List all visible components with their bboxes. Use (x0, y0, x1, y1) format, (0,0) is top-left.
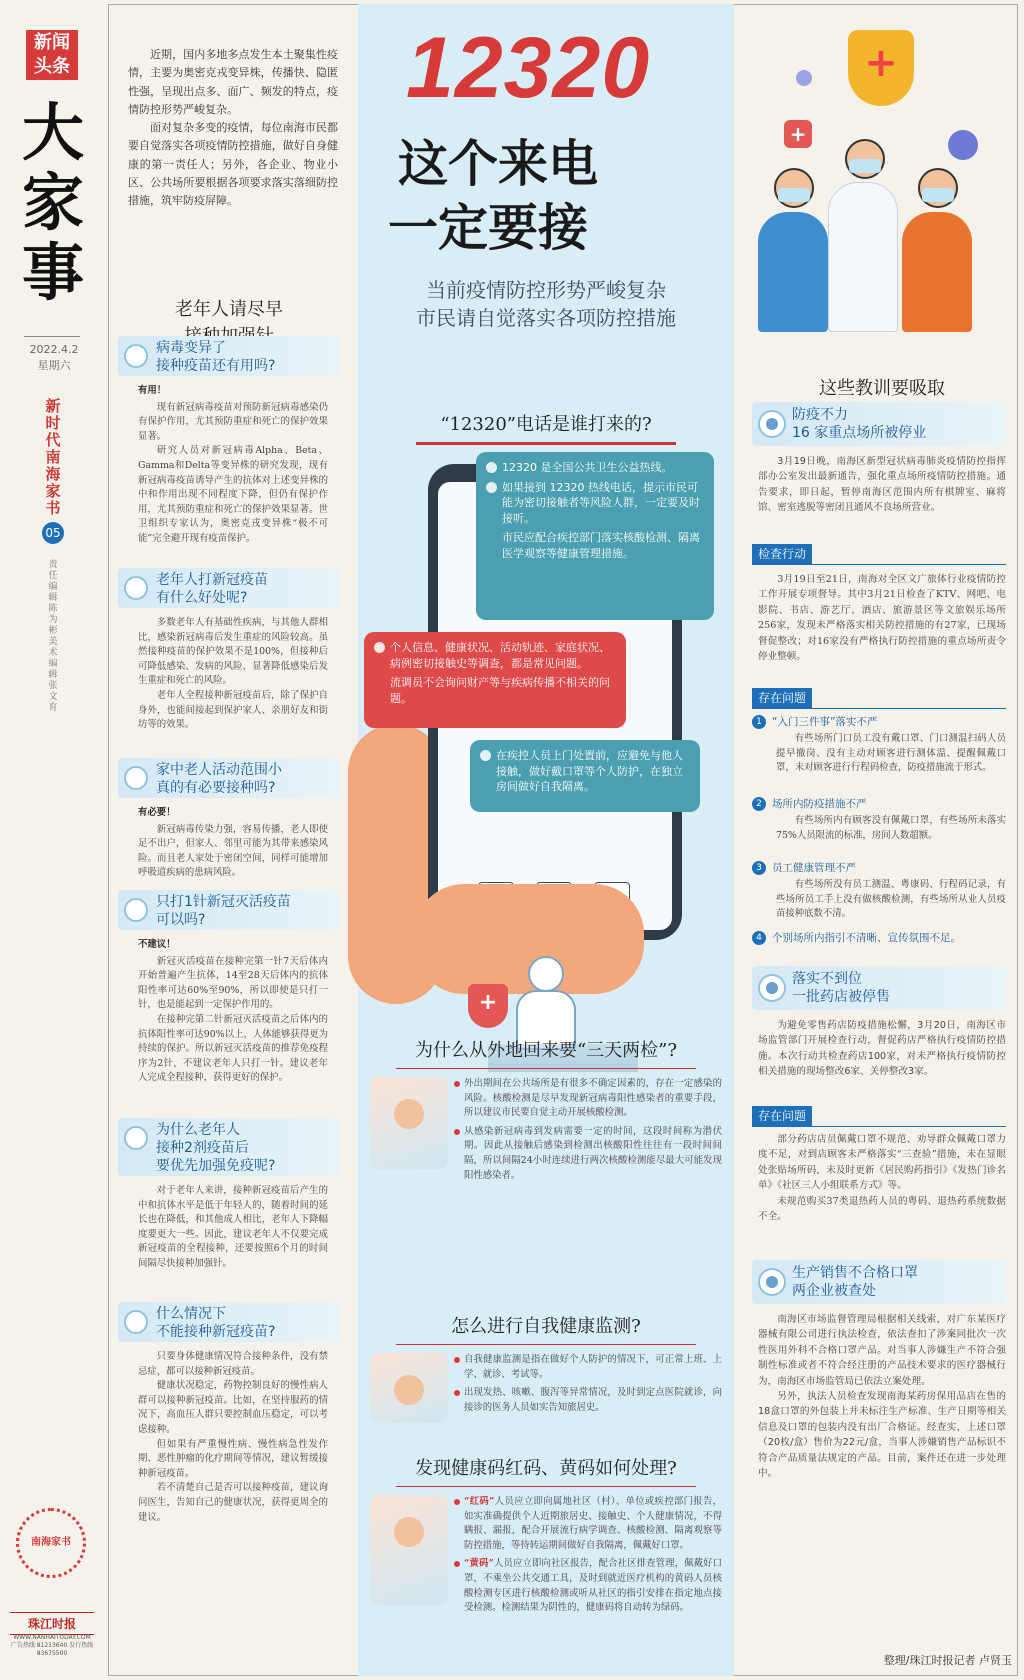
problem-number: 2 (752, 797, 766, 811)
bubble-text: 在疾控人员上门处置前，应避免与他人接触，做好戴口罩等个人防护，在独立房间做好自我隔离。 (496, 749, 683, 793)
answer-para: 现有新冠病毒疫苗对预防新冠病毒感染仍有保护作用，尤其预防重症和死亡的保护效果显著。 (138, 401, 328, 442)
question-icon (124, 898, 148, 922)
health-code-phone-icon (370, 1495, 448, 1605)
case-title-line: 生产销售不合格口罩 (792, 1265, 918, 1281)
qa-question (118, 758, 340, 798)
case-title-line: 16 家重点场所被停业 (792, 425, 927, 441)
label-rule (752, 708, 1006, 709)
section-heading: 怎么进行自我健康监测? (370, 1314, 722, 1345)
question-line: 不能接种新冠疫苗? (156, 1324, 276, 1340)
caller-question: “12320”电话是谁打来的? (378, 410, 714, 445)
mask-icon (778, 188, 810, 202)
problem-item (752, 860, 1006, 922)
qa-block (118, 568, 340, 733)
title-line: 一定要接 (388, 198, 588, 257)
doctor-head (528, 956, 564, 992)
answer-para: 只要身体健康情况符合接种条件，没有禁忌症，都可以接种新冠疫苗。 (138, 1351, 328, 1377)
case-title-line: 一批药店被停售 (792, 989, 890, 1005)
code-text: 人员应立即向社区报告，配合社区排查管理，佩戴好口罩，不乘坐公共交通工具，及时到就近医疗机构的黄码人员核酸检测专区进行核酸检测或听从社区的指引安排在指定地点接受检测。检测结果为阴性的，健康码将自动转为绿码。 (464, 1558, 722, 1614)
answer-para: 多数老年人有基础性疾病，与其他人群相比，感染新冠病毒后发生重症的风险较高。虽然接种疫苗的保护效果不是100%，但接种后可降低感染、发病的风险，显著降低感染后发生重症和死亡的风险。 (138, 617, 328, 687)
section-three-days (370, 1038, 722, 1187)
phone-illustration (358, 444, 734, 1084)
center-column (358, 4, 734, 1676)
bullet-item: 从感染新冠病毒到发病需要一定的时间，这段时间称为潜伏期。因此从接触后感染到检测出核酸阳性往往有一段时间间隔，所以间隔24小时连续进行两次核酸检测能尽最大可能发现阳性感染者。 (454, 1125, 722, 1183)
case-card (752, 402, 1006, 446)
intro-para: 面对复杂多变的疫情，每位南海市民都要自觉落实各项疫情防控措施，做好自身健康的第一责任人；另外，各企业、物业小区、公共场所要根据各项要求落实落细防控措施，筑牢防疫屏障。 (128, 121, 338, 208)
bullet-icon (374, 642, 385, 653)
answer-para: 对于老年人来讲，接种新冠疫苗后产生的中和抗体水平是低于年轻人的，随着时间的延长也在降低，和其他成人相比，老年人下降幅度要更大一些。因此，建议老年人不仅要完成新冠疫苗的全程接种，还要按照6个月的时间间隔尽快接种加强针。 (138, 1185, 328, 1269)
hero-subtitle (358, 276, 734, 332)
case-para: 另外，执法人员检查发现南海某药房保用品店在售的18盒口罩的外包装上并未标注生产标准、生产日期等相关信息及口罩的包装内没有出厂合格证。经查实，上述口罩（20枚/盒）售价为22元/盒，当事人涉嫌销售产品标识不符合产品质量法规定的产品。目前，案件还在进一步处理中。 (758, 1391, 1006, 1480)
volunteer-icon (902, 212, 972, 332)
bubble-text: 流调员不会询问财产等与疾病传播不相关的问题。 (390, 676, 610, 705)
paper-footer (10, 1634, 94, 1658)
label-rule (752, 1126, 1006, 1127)
medical-cross-icon: + (784, 120, 812, 148)
bubble-text: 如果接到 12320 热线电话，提示市民可能为密切接触者等风险人群，一定要及时接听。 (502, 480, 700, 525)
virus-icon (948, 130, 978, 160)
qa-block (118, 1118, 340, 1272)
qa-block (118, 1302, 340, 1525)
column-name: 新时代南海家书 (45, 397, 61, 517)
question-line: 可以吗? (156, 912, 206, 928)
bullet-icon (486, 462, 497, 473)
code-key: “黄码” (464, 1558, 494, 1570)
case-para: 3月19日晚，南海区新型冠状病毒肺炎疫情防控指挥部办公室发出最新通告，强化重点场所疫情防控措施。通告要求，即日起，暂停南海区范围内所有棋牌室、麻将馆、密室逃脱等密闭且通风不良场所营业。 (758, 456, 1006, 514)
answer-para: 老年人全程接种新冠疫苗后，除了保护自身外，也能间接起到保护家人、亲朋好友和街坊等的效果。 (138, 689, 328, 731)
answer-para: 但如果有严重慢性病、慢性病急性发作期、恶性肿瘤的化疗期间等情况，建议暂缓接种新冠疫苗。 (138, 1438, 328, 1479)
problem-number: 4 (752, 931, 766, 945)
date-text: 2022.4.2 (29, 343, 79, 356)
info-bubble (476, 452, 714, 620)
qa-answer (118, 616, 340, 733)
qa-block (118, 890, 340, 1086)
qa-answer (118, 1350, 340, 1525)
question-icon (124, 344, 148, 368)
intro-text (128, 46, 338, 211)
section-body (370, 1353, 722, 1423)
problem-title: 员工健康管理不严 (772, 862, 856, 874)
doctor-icon (828, 182, 898, 332)
bubble-text: 个人信息、健康状况、活动轨迹、家庭状况、病例密切接触史等调查，都是常见问题。 (390, 641, 610, 670)
bullet-item (454, 1557, 722, 1615)
worker-icon (758, 212, 828, 332)
lessons-heading: 这些教训要吸取 (752, 374, 1012, 410)
section-title: 大家事 (22, 96, 85, 309)
masthead (0, 0, 98, 1680)
problem2-text (758, 1132, 1006, 1224)
code-key: “红码” (464, 1496, 495, 1507)
section-text (454, 1495, 722, 1620)
section-body (370, 1495, 722, 1620)
qa-answer (118, 806, 340, 881)
question-line: 真的有必要接种吗? (156, 780, 276, 796)
case-title-line: 落实不到位 (792, 971, 862, 987)
problem2-para: 部分药店店员佩戴口罩不规范、劝导群众佩戴口罩力度不足，对到店顾客未严格落实“三查验”措施，未在显眼处张贴场所码，未及时更新《居民购药指引》《发热门诊名单》《社区三人小组联系方式》等。 (758, 1134, 1006, 1192)
bullet-item: 外出期间在公共场所是有很多不确定因素的，存在一定感染的风险。核酸检测是尽早发现新冠病毒阳性感染者的重要手段，所以建议市民要自觉主动开展核酸检测。 (454, 1077, 722, 1121)
question-line: 为什么老年人 (156, 1122, 240, 1138)
case-text (758, 1018, 1006, 1080)
answer-lead: 不建议！ (138, 939, 176, 950)
case-card (752, 966, 1006, 1010)
question-line: 只打1针新冠灭活疫苗 (156, 894, 291, 910)
paper-logo: 珠江时报 (10, 1612, 94, 1635)
check-text (758, 572, 1006, 664)
bullet-icon (480, 750, 491, 761)
case-icon (758, 410, 786, 438)
hero-title (358, 4, 734, 344)
problem-number: 3 (752, 861, 766, 875)
problem-title: 个别场所内指引不清晰、宣传氛围不足。 (772, 932, 961, 944)
section-heading: 为什么从外地回来要“三天两检”? (370, 1038, 722, 1069)
problem-text: 有些场所没有员工测温、粤康码、行程码记录，有些场所员工手上没有做核酸检测，有些场所从业人员疫苗接种底数不清。 (776, 879, 1006, 920)
case-icon (758, 974, 786, 1002)
bullet-item (454, 1495, 722, 1553)
subtitle-line: 当前疫情防控形势严峻复杂 (426, 278, 666, 302)
bubble-text: 市民应配合疾控部门落实核酸检测、隔离医学观察等健康管理措施。 (502, 531, 700, 560)
byline: 整理/珠江时报记者 卢贤玉 (883, 1654, 1012, 1667)
editors: 责任编辑 陈为彬 美术编辑 张文育 (48, 560, 58, 713)
question-line: 什么情况下 (156, 1306, 226, 1322)
issue-date (24, 342, 84, 374)
news-tag: 新闻头条 (26, 30, 78, 80)
medical-staff-illustration (752, 10, 1012, 340)
question-line: 接种2剂疫苗后 (156, 1140, 249, 1156)
qa-answer (118, 938, 340, 1086)
date-rule (24, 336, 80, 337)
question-line: 病毒变异了 (156, 340, 226, 356)
sick-person-icon (370, 1353, 448, 1423)
qa-question (118, 1118, 340, 1176)
case-para: 南海区市场监督管理局根据相关线索，对广东某医疗器械有限公司进行执法检查，依法查扣了涉案同批次一次性医用外科不合格口罩产品。对当事人涉嫌生产不符合强制性标准或者不符合经注册的产品技术要求的医疗器械行为，南海区市场监管局已依法立案处理。 (758, 1314, 1006, 1387)
bullet-item: 出现发热、咳嗽、腹泻等异常情况，及时到定点医院就诊，向接诊的医务人员如实告知旅居史。 (454, 1386, 722, 1415)
problem2-para: 未规范购买37类退热药人员的粤码、退热药系统数据不全。 (758, 1195, 1006, 1223)
section-self-monitor (370, 1314, 722, 1423)
check-para: 3月19日至21日，南海对全区文广旅体行业疫情防控工作开展专项督导。其中3月21日检查了KTV、网吧、电影院、书店、游艺厅、酒店、旅游景区等文旅娱乐场所256家，发现未严格落实相关防控措施的有27家，已现场督促整改；对16家没有严格执行防控措施的重点场所责令停业整顿。 (758, 574, 1006, 663)
code-text: 人员应立即向属地社区（村）、单位或疾控部门报告，如实准确提供个人近期旅居史、接触史、个人健康情况，不得瞒报、漏报，配合开展流行病学调查、核酸检测、隔离观察等防控措施，等待转运期间做好自我隔离，佩戴好口罩。 (464, 1496, 722, 1551)
bullet-item: 自我健康监测是指在做好个人防护的情况下，可正常上班、上学、就诊、考试等。 (454, 1353, 722, 1382)
qr-caption: 南海家书 (31, 1537, 71, 1548)
qa-block (118, 336, 340, 547)
case-text (758, 454, 1006, 516)
qa-answer (118, 384, 340, 547)
page-number: 05 (42, 522, 64, 544)
answer-lead: 有必要！ (138, 807, 176, 818)
case-text (758, 1312, 1006, 1481)
weekday-text: 星期六 (37, 359, 71, 372)
question-icon (124, 1126, 148, 1150)
answer-para: 研究人员对新冠病毒Alpha、Beta、Gamma和Delta等变异株的研究发现，现有新冠病毒疫苗诱导产生的抗体对上述变异株的中和作用出现不同程度下降，但仍有保护作用，尤其预防重症和死亡的保护效果显著。世卫组织专家认为，奥密克戎变异株“极不可能”完全避开现有疫苗保护。 (138, 445, 328, 544)
problem-text: 有些场所门口员工没有戴口罩、门口测温扫码人员提早撤岗、没有主动对顾客进行测体温、提醒佩戴口罩，未对顾客进行行程码检查，防疫措施流于形式。 (776, 733, 1006, 774)
shield-icon (848, 30, 914, 106)
answer-para: 健康状况稳定，药物控制良好的慢性病人群可以接种新冠疫苗。比如，在坚持服药的情况下，高血压人群只要控制血压稳定，可以考虑接种。 (138, 1380, 328, 1435)
answer-para: 若不清楚自己是否可以接种疫苗，建议询问医生，告知自己的健康状况，获得更周全的建议。 (138, 1482, 328, 1523)
qr-code-icon (16, 1508, 86, 1578)
elderly-heading-line: 老年人请尽早 (175, 299, 283, 320)
problem-number: 1 (752, 715, 766, 729)
section-label: 检查行动 (752, 544, 812, 564)
shield-icon (468, 984, 508, 1028)
label-rule (752, 564, 1006, 565)
qa-question (118, 568, 340, 608)
right-column (752, 10, 1012, 1670)
ad-line: 广告热线 81213640 发行热线 83675500 (10, 1642, 94, 1657)
subtitle-line: 市民请自觉落实各项防控措施 (416, 306, 676, 330)
problem-text: 有些场所内有顾客没有佩戴口罩，有些场所未落实75%人员限流的标准，房间人数超额。 (776, 815, 1006, 841)
section-text (454, 1077, 722, 1187)
problem-item (752, 930, 1006, 946)
case-card (752, 1260, 1006, 1304)
mask-icon (849, 159, 881, 173)
question-icon (124, 576, 148, 600)
section-text (454, 1353, 722, 1423)
problem-title: 场所内防疫措施不严 (772, 798, 867, 810)
info-bubble (470, 740, 700, 812)
qa-question (118, 890, 340, 930)
answer-lead: 有用！ (138, 385, 167, 396)
answer-para: 新冠病毒传染力强，容易传播，老人即使足不出户，但家人、邻里可能为其带来感染风险。而且老人家处于密闭空间，同样可能增加呼吸道疾病的患病风险。 (138, 823, 328, 879)
problem-item (752, 796, 1006, 843)
problem-item (752, 714, 1006, 776)
section-label: 存在问题 (752, 1106, 812, 1126)
hotline-number: 12320 (406, 20, 651, 116)
section-health-code (370, 1456, 722, 1620)
case-icon (758, 1268, 786, 1296)
question-line: 老年人打新冠疫苗 (156, 572, 268, 588)
question-line: 有什么好处呢? (156, 590, 248, 606)
paper-url: WWW.NANHAITODAY.COM (13, 1634, 91, 1641)
mask-icon (922, 188, 954, 202)
qa-answer (118, 1184, 340, 1272)
question-line: 家中老人活动范围小 (156, 762, 282, 778)
left-column (118, 10, 340, 1670)
section-label: 存在问题 (752, 688, 812, 708)
question-line: 接种疫苗还有用吗? (156, 358, 276, 374)
case-para: 为避免零售药店防疫措施松懈，3月20日，南海区市场监管部门开展检查行动，督促药店严格执行疫情防控措施。本次行动共检查药店100家，对未严格执行疫情防控相关措施的现场整改6家、关停整改3家。 (758, 1020, 1006, 1078)
question-icon (124, 1310, 148, 1334)
question-icon (124, 766, 148, 790)
testing-illustration-icon (370, 1077, 448, 1169)
question-line: 要优先加强免疫呢? (156, 1158, 276, 1174)
answer-para: 新冠灭活疫苗在接种完第一针7天后体内开始普遍产生抗体，14至28天后体内的抗体阳性率可达60%至90%，所以即使是只打一针，也是能起到一定保护作用的。 (138, 955, 328, 1011)
virus-icon (796, 70, 812, 86)
title-line: 这个来电 (398, 134, 598, 193)
bubble-text: 12320 是全国公共卫生公益热线。 (502, 461, 673, 474)
problem-title: “入门三件事”落实不严 (772, 716, 878, 728)
bullet-icon (486, 482, 497, 493)
warning-bubble (364, 632, 626, 728)
qa-block (118, 758, 340, 881)
section-body (370, 1077, 722, 1187)
case-title-line: 防疫不力 (792, 407, 848, 423)
section-heading: 发现健康码红码、黄码如何处理? (370, 1456, 722, 1487)
qa-question (118, 1302, 340, 1342)
intro-para: 近期，国内多地多点发生本土聚集性疫情，主要为奥密克戎变异株，传播快、隐匿性强，呈现出点多、面广、频发的特点，疫情防控形势严峻复杂。 (128, 48, 338, 116)
answer-para: 在接种完第二针新冠灭活疫苗之后体内的抗体阳性率可达90%以上，人体能够获得更为持续的保护。所以新冠灭活疫苗的推荐免疫程序为2针，不建议老年人只打一针。建议老年人完成全程接种，获得更好的保护。 (138, 1013, 328, 1084)
qa-question (118, 336, 340, 376)
case-title-line: 两企业被查处 (792, 1283, 876, 1299)
